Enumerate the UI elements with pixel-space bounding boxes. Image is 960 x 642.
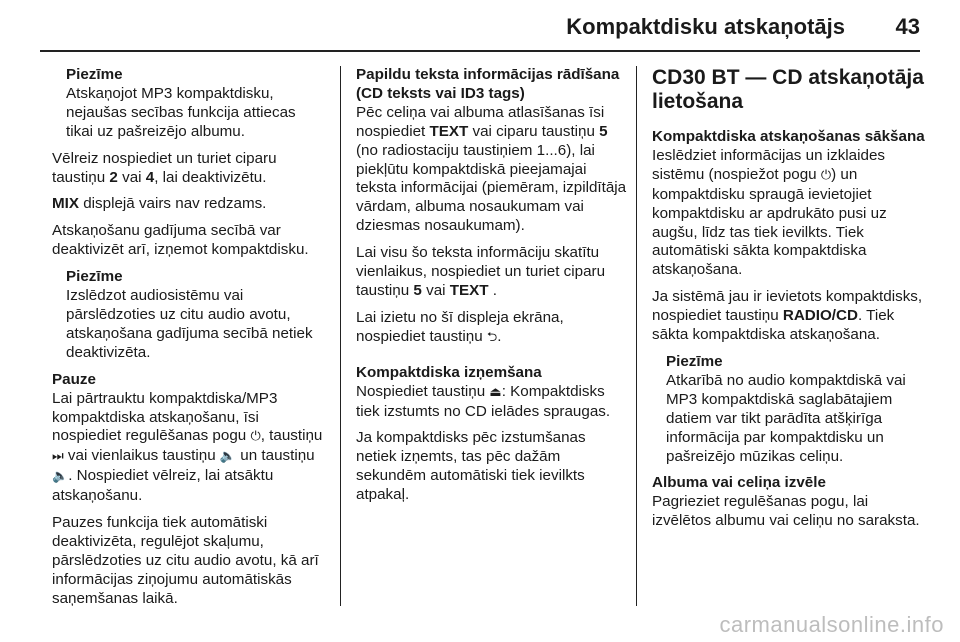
paragraph: Atskaņošanu gadījuma secībā var deaktivizēt arī, izņemot kompaktdisku. <box>52 222 309 259</box>
note-text: Atskaņojot MP3 kompaktdisku, nejaušas secības funkcija attiecas tikai uz pašreizējo albumu. <box>66 84 296 140</box>
section-heading: Kompaktdiska atskaņošanas sākšana <box>652 128 925 145</box>
key-label: RADIO/CD <box>782 307 858 325</box>
watermark: carmanualsonline.info <box>719 612 944 637</box>
key-label: 4 <box>145 168 155 186</box>
text: vai ciparu taustiņu <box>468 122 600 140</box>
paragraph: Ja kompaktdisks pēc izstumšanas netiek izņemts, tas pēc dažām sekundēm automātiski tiek ievilkts atpakaļ. <box>356 429 586 504</box>
text: . <box>488 281 498 299</box>
section-heading: Albuma vai celiņa izvēle <box>652 474 826 492</box>
note-text: Izslēdzot audiosistēmu vai pārslēdzoties uz citu audio avotu, atskaņošana gadījuma secībā netiek deaktivizēta. <box>66 287 313 361</box>
page-title: Kompaktdisku atskaņotājs <box>566 14 845 39</box>
section-heading: Papildu teksta informācijas rādīšana (CD teksts vai ID3 tags) <box>356 66 620 102</box>
text: vai <box>117 168 146 186</box>
paragraph <box>356 66 628 236</box>
paragraph: Pauzes funkcija tiek automātiski deaktivizēta, regulējot skaļumu, pārslēdzoties uz citu audio avotu, kā arī informācijas ziņojumu automātiskās saņemšanas laikā. <box>52 514 319 607</box>
text: Vēlreiz nospiediet un turiet ciparu taustiņu <box>52 149 277 186</box>
key-label: 2 <box>109 168 118 186</box>
text: ) un kompaktdisku spraugā ievietojiet kompaktdisku ar apdrukāto pusi uz augšu, līdz tas tiek ievilkts. Tiek automātiski sākta kompaktdiska atskaņošana. <box>652 165 887 279</box>
text: Ja sistēmā jau ir ievietots kompaktdisks, nospiediet taustiņu <box>652 288 923 325</box>
section-heading: Kompaktdiska izņemšana <box>356 363 542 381</box>
key-label: 5 <box>413 281 422 299</box>
next-track-icon: ⏭ <box>52 449 64 465</box>
section-heading: Pauze <box>52 370 96 388</box>
text: , lai deaktivizētu. <box>154 168 267 186</box>
key-label: MIX <box>52 195 80 213</box>
power-icon: ⏻ <box>250 429 261 445</box>
column-3 <box>652 66 926 539</box>
eject-icon: ⏏ <box>489 384 502 400</box>
column-1 <box>52 66 326 617</box>
column-divider <box>636 66 637 606</box>
paragraph <box>652 128 926 280</box>
paragraph <box>356 364 628 422</box>
header-divider <box>40 50 920 52</box>
note-title: Piezīme <box>66 268 123 286</box>
text: Lai visu šo teksta informāciju skatītu vienlaikus, nospiediet un turiet ciparu taustiņu <box>356 244 606 299</box>
page-number: 43 <box>895 14 920 39</box>
text: vai <box>421 281 450 299</box>
back-icon: ⮌ <box>486 329 498 345</box>
text: : Kompaktdisks tiek izstumts no CD ielādes spraugas. <box>356 382 611 420</box>
column-divider <box>340 66 341 606</box>
text: displejā vairs nav redzams. <box>79 195 267 213</box>
paragraph <box>356 244 628 301</box>
key-label: 5 <box>599 122 608 140</box>
text: (no radiostaciju taustiņiem 1...6), lai piekļūtu kompaktdiskā pieejamajai teksta informācijai (piemēram, izpildītāja vārdam, albuma nosaukumam vai dziesmas nosaukumam). <box>356 141 627 235</box>
text: un taustiņu <box>236 447 315 465</box>
text: Pagrieziet regulēšanas pogu, lai izvēlētos albumu vai celiņu no saraksta. <box>652 493 920 530</box>
note-text: Atkarībā no audio kompaktdiskā vai MP3 kompaktdiskā saglabātajiem datiem var tikt parādīta atšķirīga informācija par kompaktdisku un pašreizējo mūzikas celiņu. <box>666 371 906 465</box>
note-title: Piezīme <box>666 352 723 370</box>
column-2 <box>356 66 628 513</box>
section-title: CD30 BT — CD atskaņotāja lietošana <box>652 66 924 113</box>
note <box>52 66 326 142</box>
paragraph <box>52 195 326 214</box>
paragraph <box>652 288 926 345</box>
note <box>52 268 326 363</box>
paragraph <box>652 474 926 531</box>
note <box>652 353 926 466</box>
key-label: TEXT <box>429 122 469 140</box>
paragraph <box>356 309 628 348</box>
text: . Nospiediet vēlreiz, lai atsāktu atskaņošanu. <box>52 467 274 505</box>
key-label: TEXT <box>449 281 489 299</box>
text: Lai pārtrauktu kompaktdiska/MP3 kompaktdiska atskaņošanu, īsi nospiediet regulēšanas pogu <box>52 389 278 445</box>
volume-up-icon: 🔈 <box>219 449 237 465</box>
text: Lai izietu no šī displeja ekrāna, nospiediet taustiņu <box>356 308 564 345</box>
paragraph <box>52 150 326 188</box>
text: vai vienlaikus taustiņu <box>63 447 220 465</box>
power-icon: ⏻ <box>820 167 832 183</box>
text: . <box>497 327 502 345</box>
text: Nospiediet taustiņu <box>356 382 490 400</box>
note-title: Piezīme <box>66 66 123 83</box>
text: , taustiņu <box>260 427 323 445</box>
text: Ieslēdziet informācijas un izklaides sistēmu (nospiežot pogu <box>652 146 885 183</box>
paragraph <box>52 371 326 506</box>
text: Pēc celiņa vai albuma atlasīšanas īsi nospiediet <box>356 103 605 140</box>
text: . Tiek sākta kompaktdiska atskaņošana. <box>652 307 895 344</box>
volume-down-icon: 🔈 <box>52 469 69 485</box>
